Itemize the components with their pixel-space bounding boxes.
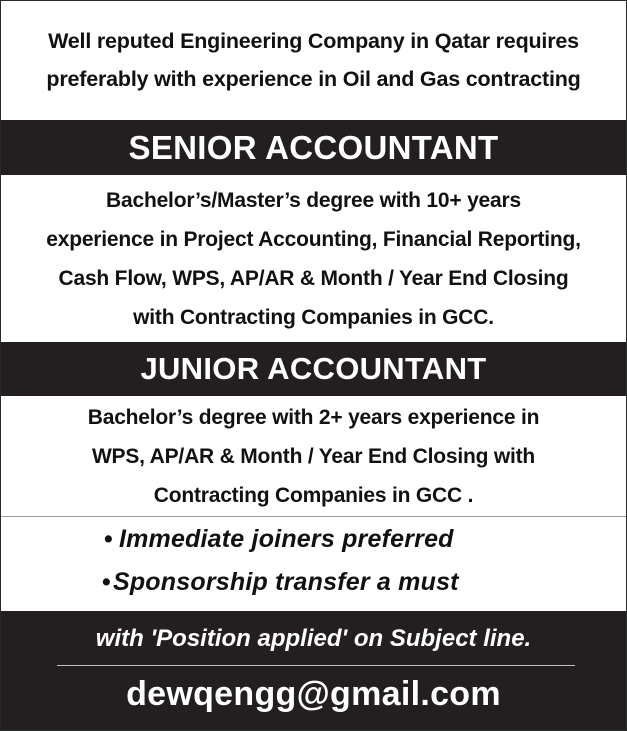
junior-accountant-requirements xyxy=(1,397,626,515)
note-item-sponsorship-transfer xyxy=(102,568,459,597)
junior-requirement-line-2: WPS, AP/AR & Month / Year End Closing with xyxy=(91,444,536,468)
note-item-immediate-joiners xyxy=(104,525,454,554)
contact-footer xyxy=(1,611,626,730)
subject-line-instruction: with 'Position applied' on Subject line. xyxy=(95,625,532,652)
senior-requirement-line-1: Bachelor’s/Master’s degree with 10+ years xyxy=(106,189,521,212)
bullet-icon: • xyxy=(104,525,113,553)
senior-requirement-line-2: experience in Project Accounting, Financial Reporting, xyxy=(46,228,581,251)
intro-line-2: preferably with experience in Oil and Gas contracting xyxy=(46,67,581,91)
footer-divider xyxy=(57,665,575,666)
note-text: Immediate joiners preferred xyxy=(118,525,454,553)
contact-email[interactable]: dewqengg@gmail.com xyxy=(126,675,501,713)
senior-accountant-heading: SENIOR ACCOUNTANT xyxy=(1,120,626,175)
junior-requirement-line-1: Bachelor’s degree with 2+ years experience in xyxy=(87,405,540,429)
note-text: Sponsorship transfer a must xyxy=(112,568,459,596)
junior-requirement-line-3: Contracting Companies in GCC . xyxy=(153,483,474,507)
senior-requirement-line-4: with Contracting Companies in GCC. xyxy=(133,306,494,329)
senior-accountant-requirements xyxy=(1,178,626,340)
junior-accountant-heading: JUNIOR ACCOUNTANT xyxy=(1,342,626,396)
senior-requirement-line-3: Cash Flow, WPS, AP/AR & Month / Year End Closing xyxy=(58,267,569,290)
intro-section xyxy=(1,1,626,119)
notes-list xyxy=(1,517,626,609)
intro-line-1: Well reputed Engineering Company in Qatar requires xyxy=(48,29,579,53)
bullet-icon: • xyxy=(102,568,111,596)
